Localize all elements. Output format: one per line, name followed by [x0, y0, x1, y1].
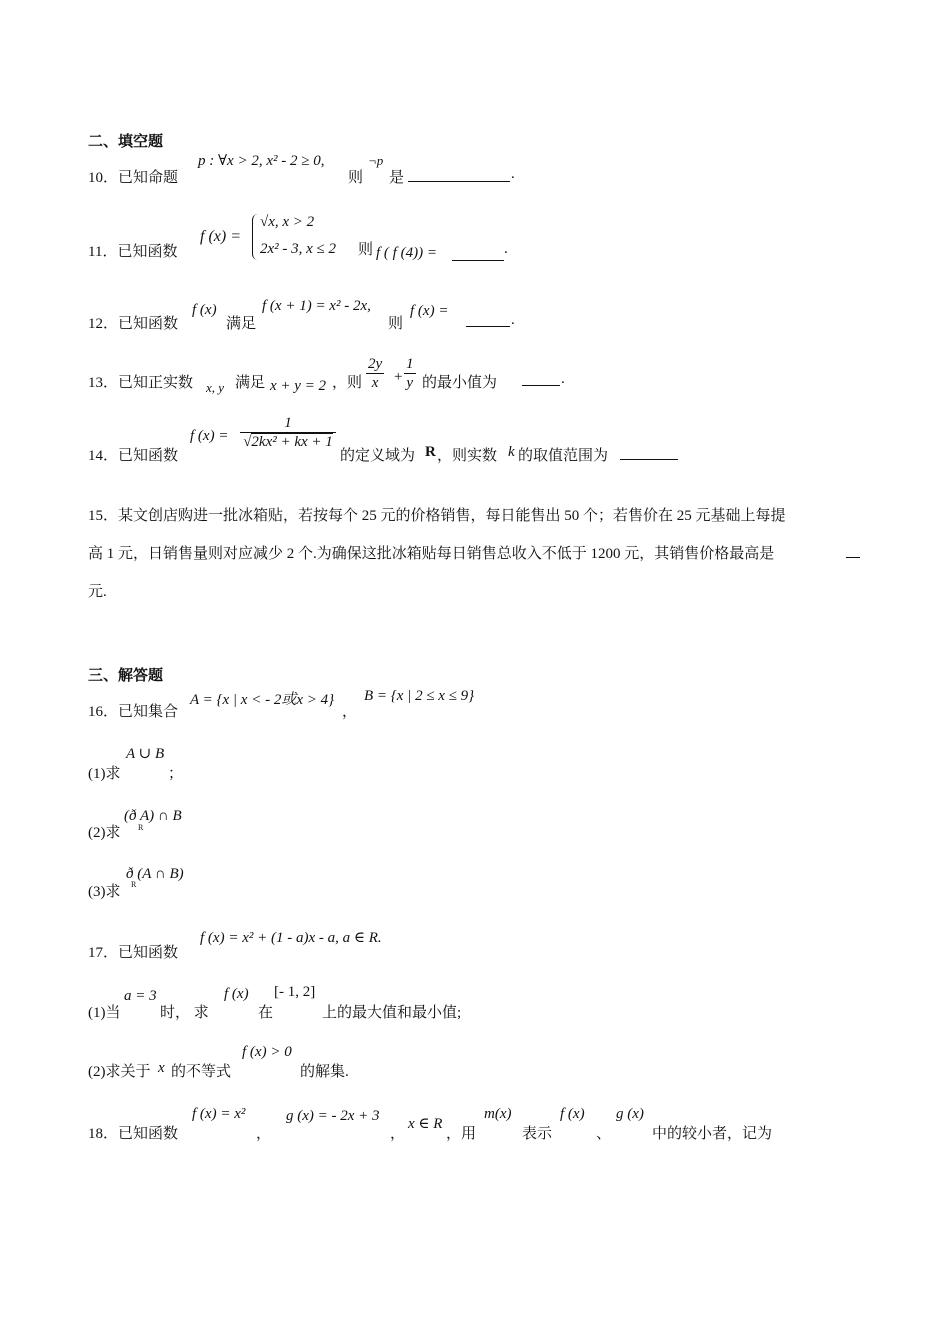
q13-fraction-2-den: y [406, 375, 414, 391]
q10-answer-blank [408, 168, 510, 182]
q16-part-1-math: A ∪ B [126, 746, 165, 762]
q10-number: 10．已知命题 [88, 170, 179, 186]
q15-line-1: 15．某文创店购进一批冰箱贴，若按每个 25 元的价格销售，每日能售出 50 个；若售价在 25 元基础上每提 [88, 508, 786, 524]
q16-number: 16．已知集合 [88, 704, 179, 720]
q14-fraction-den: √2kx² + kx + 1 [243, 434, 333, 450]
q10-not-p: ¬p [368, 153, 384, 168]
q13-fraction-2 [404, 355, 416, 392]
q14-tail-3: 的取值范围为 [518, 448, 609, 464]
q17-part-2-inequality: f (x) > 0 [242, 1044, 292, 1060]
q12-number: 12．已知函数 [88, 316, 179, 332]
q11-then: 则 [358, 242, 374, 258]
q16-part-2-sub: R [138, 823, 144, 832]
q18-tail: 中的较小者，记为 [652, 1126, 773, 1142]
q16-part-2-label: (2)求 [88, 825, 121, 841]
q12-condition: f (x + 1) = x² - 2x, [262, 298, 371, 314]
q12-answer-blank [466, 313, 510, 327]
q12-ask: f (x) = [410, 303, 449, 319]
q12-then: 则 [388, 316, 404, 332]
q13-fraction-1 [366, 355, 384, 392]
q13-answer-blank [522, 372, 560, 386]
q18-separator: 、 [596, 1126, 612, 1142]
q16-part-1-end: ； [168, 766, 184, 782]
q18-comma-2: ， [390, 1126, 406, 1142]
q18-gx: g (x) = - 2x + 3 [286, 1108, 380, 1124]
q17-part-1-tail: 上的最大值和最小值; [322, 1005, 462, 1021]
q14-fx: f (x) = [190, 428, 229, 444]
q17-part-2-tail: 的解集. [300, 1064, 349, 1080]
q16-part-1-label: (1)求 [88, 766, 121, 782]
q10-period: . [511, 166, 515, 182]
q15-answer-blank [846, 544, 860, 558]
q18-comma-1: ， [256, 1126, 272, 1142]
q13-plus: + [394, 369, 403, 385]
q17-part-2-mid: 的不等式 [171, 1064, 232, 1080]
q17-part-2-label: (2)求关于 [88, 1064, 151, 1080]
q17-part-1-a: a = 3 [124, 988, 157, 1004]
q13-number: 13．已知正实数 [88, 375, 194, 391]
q17-part-1-when: 时， 求 [160, 1005, 209, 1021]
q16-part-3-sub: R [131, 880, 137, 889]
q17-part-1-label: (1)当 [88, 1005, 121, 1021]
q11-period: . [504, 241, 508, 257]
q13-satisfy: 满足 [235, 375, 266, 391]
q14-tail-2: ，则实数 [437, 448, 498, 464]
q16-part-2-math: (ð A) ∩ B [124, 808, 182, 824]
q13-fraction-2-num: 1 [406, 356, 414, 372]
q18-x-in-R: x ∈ R [408, 1116, 443, 1132]
q13-fraction-1-num: 2y [368, 356, 383, 372]
q14-R: R [425, 444, 436, 460]
q14-fraction-num: 1 [240, 414, 336, 433]
q18-denote: 表示 [522, 1126, 553, 1142]
q18-g2: g (x) [616, 1106, 644, 1122]
q13-then: ，则 [332, 375, 363, 391]
q11-answer-blank [452, 247, 504, 261]
q10-is: 是 [389, 170, 405, 186]
q12-satisfy: 满足 [226, 316, 257, 332]
q16-part-3-label: (3)求 [88, 884, 121, 900]
q18-mx: m(x) [484, 1106, 512, 1122]
q10-then: 则 [348, 170, 364, 186]
q17-function: f (x) = x² + (1 - a)x - a, a ∈ R. [200, 930, 382, 946]
q14-tail-1: 的定义域为 [340, 448, 416, 464]
q12-fx: f (x) [192, 302, 217, 318]
q16-set-A: A = {x | x < - 2或x > 4} [190, 692, 335, 708]
q14-k: k [508, 444, 515, 460]
q10-proposition: p : ∀x > 2, x² - 2 ≥ 0, [198, 153, 325, 169]
q17-number: 17．已知函数 [88, 945, 179, 961]
q15-line-3: 元. [88, 584, 107, 600]
q13-condition: x + y = 2 [270, 378, 327, 394]
q13-period: . [561, 371, 565, 387]
q17-part-1-interval: [- 1, 2] [274, 984, 316, 1000]
section-title-fill-in: 二、填空题 [88, 134, 164, 150]
q14-number: 14．已知函数 [88, 448, 179, 464]
q14-answer-blank [620, 446, 678, 460]
q14-fraction [240, 414, 336, 451]
q13-fraction-1-den: x [371, 375, 379, 391]
q15-line-2: 高 1 元，日销售量则对应减少 2 个.为确保这批冰箱贴每日销售总收入不低于 1200 元，其销售价格最高是 [88, 546, 775, 562]
q13-vars: x, y [206, 380, 225, 395]
q17-part-1-fx: f (x) [224, 986, 249, 1002]
q11-fx: f (x) = [200, 228, 241, 245]
q12-period: . [511, 312, 515, 328]
q16-comma: ， [342, 704, 358, 720]
q11-case-2: 2x² - 3, x ≤ 2 [260, 241, 337, 257]
q11-piecewise-brace [252, 214, 259, 260]
q18-use: ，用 [446, 1126, 477, 1142]
q16-part-3-math: ð (A ∩ B) [126, 866, 184, 882]
q17-part-2-x: x [158, 1060, 165, 1076]
q18-number: 18．已知函数 [88, 1126, 179, 1142]
q13-tail: 的最小值为 [422, 375, 498, 391]
q11-number: 11．已知函数 [88, 244, 178, 260]
q11-case-1: √x, x > 2 [260, 214, 315, 230]
q18-f2: f (x) [560, 1106, 585, 1122]
section-title-solve: 三、解答题 [88, 668, 164, 684]
q16-set-B: B = {x | 2 ≤ x ≤ 9} [364, 688, 475, 704]
q18-fx: f (x) = x² [192, 1106, 246, 1122]
q17-part-1-on: 在 [258, 1005, 274, 1021]
q14-radicand: 2kx² + kx + 1 [251, 434, 333, 450]
q11-ask: f ( f (4)) = [376, 245, 437, 261]
